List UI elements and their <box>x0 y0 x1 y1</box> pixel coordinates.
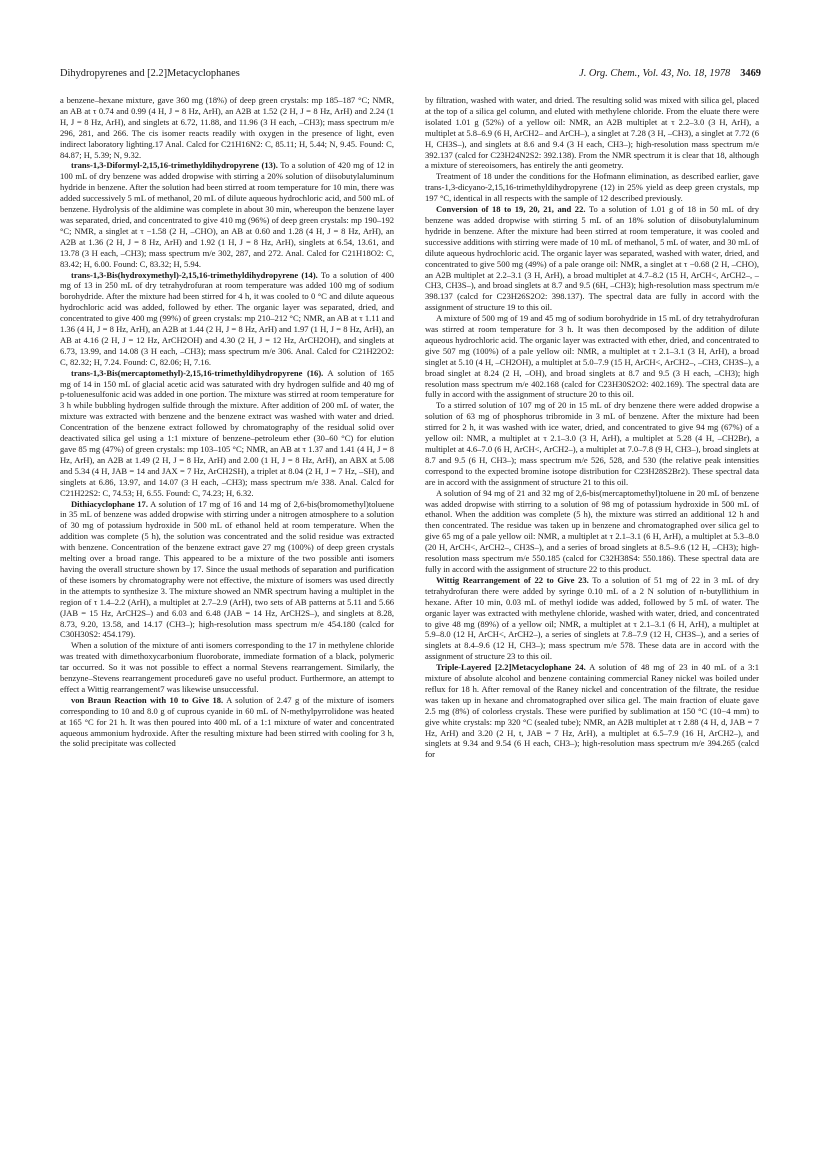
paragraph <box>60 95 394 160</box>
right-column <box>425 95 759 1135</box>
paragraph-text: A mixture of 500 mg of 19 and 45 mg of sodium borohydride in 15 mL of dry tetrahydrofuran was stirred at room temperature for 3 h. It was then decomposed by the addition of dilute aqueous hydrochloric acid. The organic layer was extracted with ether, dried, and concentrated to give 507 mg (100%) of a pale yellow oil: NMR, a multiplet at τ 2.1–3.1 (3 H, ArH), a broad singlet at 5.10 (4 H, –CH2OH), a multiplet at 5.0–7.9 (15 H, ArCH<, ArCH2–, –CH3, CH3S–), a broad singlet at 8.24 (2 H, –OH), and broad singlets at 8.7 and 9.5 (3 H each, –CH3); high resolution mass spectrum m/e 402.168 (calcd for C23H30S2O2: 402.169). The spectral data are fully in accord with the assignment of structure 20 to this oil. <box>425 313 759 400</box>
paragraph <box>60 695 394 750</box>
paragraph <box>425 488 759 575</box>
paragraph-heading: Wittig Rearrangement of 22 to Give 23. <box>436 574 589 585</box>
paragraph <box>425 95 759 171</box>
paragraph-heading: Dithiacyclophane 17. <box>71 498 148 509</box>
paragraph-text: A solution of 165 mg of 14 in 150 mL of glacial acetic acid was saturated with dry hydrogen sulfide and 40 mg of p-toluenesulfonic acid was added in one portion. The mixture was stirred at room temperature for 3 h while bubbling hydrogen sulfide through the mixture. After addition of 200 mL of water, the mixture was extracted with benzene and the benzene extract was washed with water and dried. Concentration of the benzene extract followed by chromatography of the residual solid over deactivated silica gel using a 1:1 mixture of benzene–petroleum ether (30–60 °C) for elution gave 85 mg (47%) of green crystals: mp 103–105 °C; NMR, an AB at τ 1.37 and 1.41 (4 H, J = 8 Hz, ArH), an A2B at 1.49 (2 H, J = 8 Hz, ArH) and 2.00 (1 H, J = 8 Hz, ArH), an ABX at 5.08 and 5.34 (4 H, JAB = 14 and JAX = 7 Hz, ArCH2SH), a triplet at 8.04 (2 H, J = 7 Hz, –SH), and singlets at 6.86, 13.97, and 14.07 (3 H each, –CH3); mass spectrum m/e 338. Anal. Calcd for C21H22S2: C, 74.53; H, 6.55. Found: C, 74.23; H, 6.32. <box>60 367 394 498</box>
paragraph-text: A solution of 17 mg of 16 and 14 mg of 2,6-bis(bromomethyl)toluene in 35 mL of benzene was added dropwise with stirring under a nitrogen atmosphere to a solution of 30 mg of potassium hydroxide in 500 mL of ethanol held at room temperature. When the addition was complete (5 h), the solution was concentrated and the solid residue was extracted with benzene. Concentration of the benzene extract gave 27 mg (100%) of deep green crystals melting over a broad range. This appeared to be a mixture of the two possible anti isomers having the overall structure shown by 17. Since the usual methods of separation and purification of these isomers by chromatography were not effective, the mixture of isomers was used directly in the attempts to synthesize 3. The mixture showed an NMR spectrum having a multiplet in the region of τ 1.4–2.2 (ArH), a multiplet at 2.7–2.9 (ArH), two sets of AB patterns at 5.11 and 5.66 (JAB = 15 Hz, ArCH2S–) and 6.03 and 6.48 (JAB = 14 Hz, ArCH2S–), and singlets at 8.28, 8.73, 9.20, 13.58, and 14.17 (CH3–); high-resolution mass spectrum m/e 454.180 (calcd for C30H30S2: 454.179). <box>60 498 394 640</box>
paragraph-text: To a solution of 420 mg of 12 in 100 mL of dry benzene was added dropwise with stirring a 20% solution of diisobutylaluminum hydride in benzene. After the solution had been stirred at room temperature for 10 min, there was added successively 5 mL of methanol, 20 mL of dilute aqueous hydrochloric acid, and 500 mL of benzene. Hydrolysis of the aldimine was complete in about 30 min, whereupon the benzene layer was separated, dried, and concentrated to give 410 mg (96%) of deep green crystals: mp 190–192 °C; NMR, a singlet at τ −1.58 (2 H, –CHO), an AB at 0.60 and 1.28 (4 H, J = 8 Hz, ArH), an A2B at 1.36 (2 H, J = 8 Hz, ArH) and 1.92 (1 H, J = 8 Hz, ArH), singlets at 6.54, 13.61, and 13.78 (3 H each, –CH3); mass spectrum m/e 302, 287, and 272. Anal. Calcd for C21H18O2: C, 83.42; H, 6.00. Found: C, 83.32; H, 5.94. <box>60 160 394 269</box>
paragraph-text: To a solution of 51 mg of 22 in 3 mL of dry tetrahydrofuran there were added by syringe 0.10 mL of a 2 N solution of n-butyllithium in hexane. After 10 min, 0.03 mL of methyl iodide was added, followed by 5 mL of water. The organic layer was extracted with methylene chloride, washed with water, dried, and concentrated to give 48 mg (89%) of a yellow oil; NMR, a multiplet at τ 2.1–3.1 (6 H, ArH), a multiplet at 5.9–8.0 (12 H, ArCH<, ArCH2–), a series of singlets at 7.8–7.9 (12 H, CH3S–), and a series of singlets at 8.4–9.6 (12 H, CH3–); mass spectrum m/e 578. These data are in accord with the assignment of structure 23 to this oil. <box>425 574 759 662</box>
paragraph <box>60 640 394 695</box>
paragraph-text: a benzene–hexane mixture, gave 360 mg (18%) of deep green crystals: mp 185–187 °C; NMR, an AB at τ 0.74 and 0.99 (4 H, J = 8 Hz, ArH), an A2B at 1.52 (2 H, J = 8 Hz, ArH) and 2.24 (1 H, J = 8 Hz, ArH), and singlets at 6.72, 11.88, and 11.96 (3 H each, –CH3); mass spectrum m/e 296, 281, and 266. The cis isomer reacts readily with oxygen in the presence of light, even indirect laboratory lighting.17 Anal. Calcd for C21H16N2: C, 85.11; H, 5.44; N, 9.45. Found: C, 84.87; H, 5.39; N, 9.32. <box>60 95 394 160</box>
paragraph-heading: Conversion of 18 to 19, 20, 21, and 22. <box>436 204 586 215</box>
paragraph <box>425 171 759 204</box>
paragraph <box>425 204 759 313</box>
paragraph <box>60 368 394 499</box>
journal-citation <box>579 66 761 82</box>
page-number: 3469 <box>740 68 761 79</box>
paragraph-text: A solution of 94 mg of 21 and 32 mg of 2,6-bis(mercaptomethyl)toluene in 20 mL of benzene was added dropwise with stirring to a solution of 98 mg of potassium hydroxide in 500 mL of ethanol. When the addition was complete (5 h), the mixture was stirred an additional 12 h and then concentrated. The residue was taken up in benzene and chromatographed over silica gel to give 65 mg of a pale yellow oil: NMR, a multiplet at τ 2.1–3.1 (6 H, ArH), a multiplet at 5.3–8.0 (20 H, ArCH<, ArCH2–, CH3S–), and a series of broad singlets at 8.5–9.6 (12 H, –CH3); high-resolution mass spectrum m/e 550.185 (calcd for C32H38S4: 550.186). These spectral data are fully in accord with the assignment of structure 22 to this product. <box>425 487 759 574</box>
paragraph-heading: trans-1,3-Diformyl-2,15,16-trimethyldihydropyrene (13). <box>71 160 278 171</box>
paragraph-text: A solution of 2.47 g of the mixture of isomers corresponding to 10 and 8.0 g of cuprous cyanide in 60 mL of N-methylpyrrolidone was heated at 165 °C for 21 h. It was then poured into 400 mL of a 1:1 mixture of water and concentrated aqueous ammonium hydroxide. After the resulting mixture had been stirred with cooling for 3 h, the solid precipitate was collected <box>60 694 394 749</box>
running-title: Dihydropyrenes and [2.2]Metacyclophanes <box>60 68 240 79</box>
paragraph <box>60 499 394 641</box>
paragraph <box>425 575 759 662</box>
paragraph-text: To a solution of 1.01 g of 18 in 50 mL of dry benzene was added dropwise with stirring 5 mL of an 18% solution of diisobutylaluminum hydride in benzene. After the mixture had been stirred at room temperature, it was cooled and successive additions with stirring were made of 10 mL of methanol, 5 mL of water, and 30 mL of dilute aqueous hydrochloric acid. The organic layer was separated, washed with water, dried, and concentrated to give 500 mg (49%) of a pale orange oil: NMR, a singlet at τ −0.68 (2 H, –CHO), an A2B multiplet at 2.2–3.1 (3 H, ArH), a broad multiplet at 4.7–8.2 (15 H, ArCH<, ArCH2–, –CH3, CH3S–), and broad singlets at 8.7 and 9.5 (6H, –CH3); high-resolution mass spectrum m/e 398.137 (calcd for C23H26S2O2: 398.137). The spectral data are fully in accord with the assignment of structure 19 to this oil. <box>425 204 759 313</box>
journal-name: J. Org. Chem., Vol. 43, No. 18, 1978 <box>579 68 731 79</box>
paragraph-text: A solution of 48 mg of 23 in 40 mL of a 3:1 mixture of absolute alcohol and benzene containing commercial Raney nickel was boiled under reflux for 18 h. After removal of the Raney nickel and concentration of the filtrate, the residue was taken up in hexane and chromatographed over silica gel. The main fraction of eluate gave 2.5 mg (8%) of colorless crystals. These were purified by sublimation at 150 °C (10−4 mm) to give white crystals: mp 320 °C (sealed tube); NMR, an A2B multiplet at τ 2.88 (4 H, d, JAB = 7 Hz, ArH) and 3.20 (2 H, t, JAB = 7 Hz, ArH), a multiplet at 6.5–7.9 (16 H, ArCH2–), and singlets at 9.34 and 9.54 (6 H each, CH3–); high-resolution mass spectrum m/e 394.265 (calcd for <box>425 662 759 760</box>
paragraph-text: To a solution of 400 mg of 13 in 250 mL of dry tetrahydrofuran at room temperature was added 100 mg of sodium borohydride. After the mixture had been stirred for 4 h, it was cooled to 0 °C and dilute aqueous hydrochloric acid was added, followed by ether. The organic layer was separated, dried, and concentrated to give 400 mg (99%) of green crystals: mp 210–212 °C; NMR, an AB at τ 1.11 and 1.36 (4 H, J = 8 Hz, ArH), an A2B at 1.44 (2 H, J = 8 Hz, ArH) and 1.97 (1 H, J = 8 Hz, ArH), an AB at 4.16 (2 H, J = 12 Hz, ArCH2OH) and 4.30 (2 H, J = 12 Hz, ArCH2OH), and singlets at 6.73, 13.99, and 14.08 (3 H each, –CH3); mass spectrum m/e 306. Anal. Calcd for C21H22O2: C, 82.32; H, 7.24. Found: C, 82.06; H, 7.16. <box>60 269 394 367</box>
left-column <box>60 95 394 1135</box>
paragraph-heading: trans-1,3-Bis(mercaptomethyl)-2,15,16-trimethyldihydropyrene (16). <box>71 367 324 378</box>
paragraph <box>425 400 759 487</box>
running-header <box>60 66 761 82</box>
paragraph <box>425 313 759 400</box>
paragraph-text: by filtration, washed with water, and dried. The resulting solid was mixed with silica gel, placed at the top of a silica gel column, and eluted with methylene chloride. From the eluate there were isolated 1.01 g (52%) of a yellow oil: NMR, an A2B multiplet at τ 2.2–3.0 (3 H, ArH), a multiplet at 5.8–6.9 (6 H, ArCH2– and ArCH–), a singlet at 7.28 (3 H, –CH3), a singlet at 7.72 (6 H, CH3S–), and singlets at 8.6 and 9.4 (3 H each, CH3–); high-resolution mass spectrum m/e 392.137 (calcd for C23H24N2S2: 392.138). From the NMR spectrum it is clear that 18, although a mixture of stereoisomers, has entirely the anti geometry. <box>425 95 759 171</box>
paragraph-text: When a solution of the mixture of anti isomers corresponding to the 17 in methylene chloride was treated with dimethoxycarbonium fluoroborate, immediate formation of a black, polymeric tar occurred. So it was not possible to effect a normal Stevens rearrangement. Similarly, the benzyne–Stevens rearrangement procedure6 gave no useful product. Furthermore, an attempt to effect a Wittig rearrangement7 was likewise unsuccessful. <box>60 640 394 694</box>
paragraph <box>60 270 394 368</box>
paragraph-heading: trans-1,3-Bis(hydroxymethyl)-2,15,16-trimethyldihydropyrene (14). <box>71 269 318 280</box>
paragraph-text: To a stirred solution of 107 mg of 20 in 15 mL of dry benzene there were added dropwise a solution of 63 mg of phosphorus tribromide in 3 mL of benzene. After the mixture had been stirred for 2 h, it was washed with ice water, dried, and concentrated to give 94 mg (67%) of a yellow oil: NMR, a multiplet at τ 2.1–3.0 (3 H, ArH), a multiplet at 5.28 (4 H, –CH2Br), a multiplet at 4.6–7.0 (6 H, ArCH<, ArCH2–), a multiplet at 7.0–7.8 (9 H, CH3–), broad singlets at 8.7 and 9.5 (6 H, CH3–); mass spectrum m/e 526, 528, and 530 (the relative peak intensities correspond to the expected bromine isotope distribution for C23H28S2Br2). These spectral data are in accord with the assignment of structure 21 to this oil. <box>425 400 759 487</box>
paragraph-heading: Triple-Layered [2.2]Metacyclophane 24. <box>436 662 586 673</box>
paragraph <box>60 160 394 269</box>
paragraph-text: Treatment of 18 under the conditions for the Hofmann elimination, as described earlier, gave trans-1,3-dicyano-2,15,16-trimethyldihydropyrene (12) in 25% yield as deep green crystals, mp 197 °C, identical in all respects with the sample of 12 described previously. <box>425 171 759 204</box>
paragraph-heading: von Braun Reaction with 10 to Give 18. <box>71 694 224 705</box>
paragraph <box>425 662 759 760</box>
